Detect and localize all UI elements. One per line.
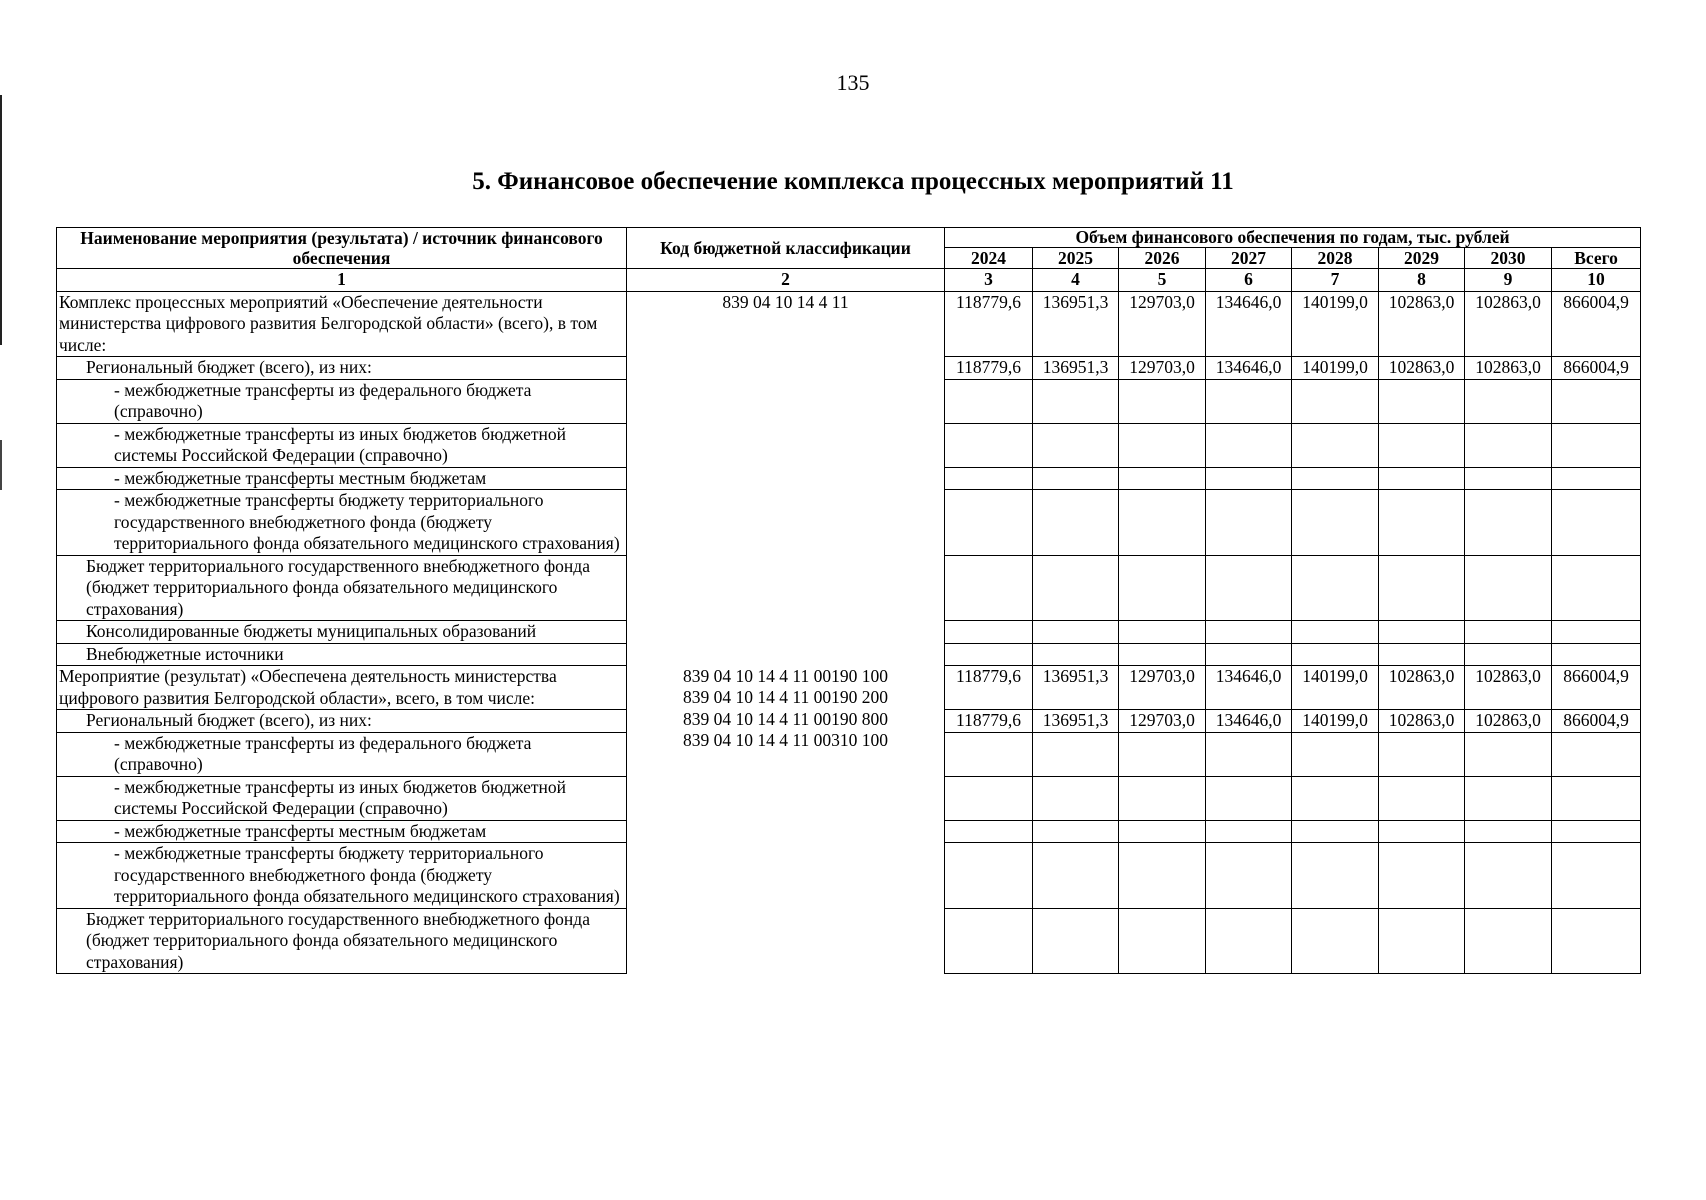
year-value (1033, 490, 1119, 556)
total-value (1552, 820, 1641, 843)
year-value: 118779,6 (945, 666, 1033, 710)
total-value (1552, 490, 1641, 556)
row-name: Комплекс процессных мероприятий «Обеспечение деятельности министерства цифрового развития Белгородской области» (всего), в том числе: (57, 291, 627, 357)
year-value (945, 423, 1033, 467)
total-value (1552, 643, 1641, 666)
year-value (1379, 379, 1465, 423)
year-value (1119, 643, 1206, 666)
column-number: 9 (1465, 269, 1552, 292)
year-value (1379, 776, 1465, 820)
page-number: 135 (836, 70, 870, 95)
year-value (945, 555, 1033, 621)
header-name: Наименование мероприятия (результата) / источник финансового обеспечения (57, 228, 627, 269)
year-value: 118779,6 (945, 291, 1033, 357)
year-value (1292, 555, 1379, 621)
total-value (1552, 843, 1641, 909)
header-volume: Объем финансового обеспечения по годам, тыс. рублей (945, 228, 1641, 248)
year-value (1465, 820, 1552, 843)
year-value: 102863,0 (1465, 666, 1552, 710)
year-value (1119, 776, 1206, 820)
total-value (1552, 467, 1641, 490)
financing-table (56, 227, 1641, 974)
row-name: Внебюджетные источники (57, 643, 627, 666)
scan-edge-mark (0, 440, 2, 490)
header-year: 2029 (1379, 248, 1465, 269)
year-value (1206, 732, 1292, 776)
year-value (1379, 490, 1465, 556)
column-number: 6 (1206, 269, 1292, 292)
total-value: 866004,9 (1552, 710, 1641, 733)
budget-code: 839 04 10 14 4 11 00190 100 (683, 665, 888, 686)
total-value (1552, 379, 1641, 423)
year-value: 102863,0 (1379, 710, 1465, 733)
year-value: 102863,0 (1379, 666, 1465, 710)
year-value (1206, 423, 1292, 467)
year-value (945, 776, 1033, 820)
year-value (1379, 643, 1465, 666)
header-year: 2027 (1206, 248, 1292, 269)
header-total: Всего (1552, 248, 1641, 269)
year-value: 129703,0 (1119, 710, 1206, 733)
year-value (1206, 621, 1292, 644)
year-value (1033, 467, 1119, 490)
year-value (945, 379, 1033, 423)
year-value (945, 490, 1033, 556)
year-value: 140199,0 (1292, 666, 1379, 710)
year-value (1033, 820, 1119, 843)
year-value (945, 643, 1033, 666)
row-name: Бюджет территориального государственного внебюджетного фонда (бюджет территориального фонда обязательного медицинского страхования) (57, 555, 627, 621)
header-year: 2025 (1033, 248, 1119, 269)
budget-code: 839 04 10 14 4 11 00310 100 (683, 730, 888, 750)
column-number: 4 (1033, 269, 1119, 292)
year-value (1119, 423, 1206, 467)
year-value (1465, 555, 1552, 621)
year-value (945, 732, 1033, 776)
column-number: 10 (1552, 269, 1641, 292)
year-value (1292, 423, 1379, 467)
header-year: 2028 (1292, 248, 1379, 269)
column-number: 2 (627, 269, 945, 292)
year-value (1206, 643, 1292, 666)
year-value (1465, 621, 1552, 644)
year-value: 136951,3 (1033, 666, 1119, 710)
year-value (1033, 621, 1119, 644)
column-number: 7 (1292, 269, 1379, 292)
total-value (1552, 732, 1641, 776)
year-value: 134646,0 (1206, 666, 1292, 710)
year-value: 134646,0 (1206, 357, 1292, 380)
scan-edge-mark (0, 95, 2, 345)
header-year: 2024 (945, 248, 1033, 269)
row-name: - межбюджетные трансферты бюджету территориального государственного внебюджетного фонда (бюджету территориального фонда обязательного медицинского страхования) (57, 490, 627, 556)
year-value: 140199,0 (1292, 357, 1379, 380)
year-value (1465, 490, 1552, 556)
year-value (1292, 776, 1379, 820)
year-value (945, 843, 1033, 909)
year-value (1033, 643, 1119, 666)
year-value (1379, 423, 1465, 467)
year-value (945, 908, 1033, 974)
budget-code: 839 04 10 14 4 11 00190 800 (683, 708, 888, 729)
year-value (1292, 467, 1379, 490)
row-name: - межбюджетные трансферты из иных бюджетов бюджетной системы Российской Федерации (справочно) (57, 423, 627, 467)
row-name: - межбюджетные трансферты бюджету территориального государственного внебюджетного фонда (бюджету территориального фонда обязательного медицинского страхования) (57, 843, 627, 909)
year-value (1119, 843, 1206, 909)
total-value (1552, 423, 1641, 467)
year-value: 102863,0 (1379, 291, 1465, 357)
year-value (1379, 843, 1465, 909)
year-value (1379, 621, 1465, 644)
year-value: 136951,3 (1033, 291, 1119, 357)
year-value (1465, 467, 1552, 490)
document-title: 5. Финансовое обеспечение комплекса процессных мероприятий 11 (472, 168, 1234, 195)
year-value (1033, 908, 1119, 974)
year-value: 140199,0 (1292, 291, 1379, 357)
year-value (1379, 467, 1465, 490)
year-value (1206, 490, 1292, 556)
year-value (1292, 643, 1379, 666)
year-value: 118779,6 (945, 710, 1033, 733)
year-value (1119, 908, 1206, 974)
budget-code: 839 04 10 14 4 11 00190 200 (683, 687, 888, 707)
year-value (1379, 732, 1465, 776)
year-value (1465, 732, 1552, 776)
row-name: Мероприятие (результат) «Обеспечена деятельность министерства цифрового развития Белгородской области», всего, в том числе: (57, 666, 627, 710)
row-name: Региональный бюджет (всего), из них: (57, 710, 627, 733)
year-value (1292, 843, 1379, 909)
budget-code: 839 04 10 14 4 11 (722, 291, 849, 312)
year-value (1033, 843, 1119, 909)
year-value (1465, 643, 1552, 666)
total-value (1552, 555, 1641, 621)
column-number: 1 (57, 269, 627, 292)
header-code: Код бюджетной классификации (627, 228, 945, 269)
year-value: 129703,0 (1119, 291, 1206, 357)
year-value: 129703,0 (1119, 357, 1206, 380)
table-body (57, 291, 1641, 974)
total-value: 866004,9 (1552, 666, 1641, 710)
year-value: 129703,0 (1119, 666, 1206, 710)
year-value (1033, 555, 1119, 621)
year-value (1119, 379, 1206, 423)
row-name: - межбюджетные трансферты из федерального бюджета (справочно) (57, 732, 627, 776)
year-value (1379, 908, 1465, 974)
header-year: 2030 (1465, 248, 1552, 269)
header-year: 2026 (1119, 248, 1206, 269)
year-value (1206, 776, 1292, 820)
year-value (1206, 467, 1292, 490)
year-value (1033, 732, 1119, 776)
column-number-row (57, 269, 1641, 292)
year-value (1465, 379, 1552, 423)
year-value: 118779,6 (945, 357, 1033, 380)
year-value: 134646,0 (1206, 710, 1292, 733)
total-value (1552, 908, 1641, 974)
year-value: 102863,0 (1465, 357, 1552, 380)
year-value: 134646,0 (1206, 291, 1292, 357)
row-name: Консолидированные бюджеты муниципальных образований (57, 621, 627, 644)
year-value: 102863,0 (1465, 710, 1552, 733)
column-number: 5 (1119, 269, 1206, 292)
year-value (1119, 555, 1206, 621)
year-value (945, 621, 1033, 644)
year-value: 102863,0 (1379, 357, 1465, 380)
year-value (1465, 423, 1552, 467)
column-number: 8 (1379, 269, 1465, 292)
year-value (1119, 820, 1206, 843)
row-name: - межбюджетные трансферты местным бюджетам (57, 467, 627, 490)
total-value (1552, 621, 1641, 644)
budget-code-cell (627, 666, 945, 974)
year-value (1119, 467, 1206, 490)
table-row (57, 291, 1641, 357)
year-value (1292, 490, 1379, 556)
year-value: 140199,0 (1292, 710, 1379, 733)
row-name: - межбюджетные трансферты из иных бюджетов бюджетной системы Российской Федерации (справочно) (57, 776, 627, 820)
year-value (1465, 843, 1552, 909)
year-value (1033, 776, 1119, 820)
year-value (1119, 490, 1206, 556)
year-value (1119, 732, 1206, 776)
table-row (57, 666, 1641, 710)
year-value (1292, 379, 1379, 423)
year-value (1206, 555, 1292, 621)
year-value (1292, 621, 1379, 644)
year-value (945, 820, 1033, 843)
year-value (1379, 820, 1465, 843)
year-value (1465, 776, 1552, 820)
year-value (1119, 621, 1206, 644)
year-value (1033, 423, 1119, 467)
year-value (1379, 555, 1465, 621)
budget-code-cell (627, 291, 945, 666)
row-name: - межбюджетные трансферты из федерального бюджета (справочно) (57, 379, 627, 423)
year-value (1206, 843, 1292, 909)
year-value (1206, 908, 1292, 974)
row-name: - межбюджетные трансферты местным бюджетам (57, 820, 627, 843)
year-value (1292, 820, 1379, 843)
year-value (1033, 379, 1119, 423)
total-value (1552, 776, 1641, 820)
year-value: 102863,0 (1465, 291, 1552, 357)
column-number: 3 (945, 269, 1033, 292)
year-value: 136951,3 (1033, 710, 1119, 733)
year-value (1292, 908, 1379, 974)
year-value (945, 467, 1033, 490)
row-name: Региональный бюджет (всего), из них: (57, 357, 627, 380)
year-value (1465, 908, 1552, 974)
row-name: Бюджет территориального государственного внебюджетного фонда (бюджет территориального фонда обязательного медицинского страхования) (57, 908, 627, 974)
total-value: 866004,9 (1552, 357, 1641, 380)
total-value: 866004,9 (1552, 291, 1641, 357)
year-value (1292, 732, 1379, 776)
year-value: 136951,3 (1033, 357, 1119, 380)
year-value (1206, 820, 1292, 843)
year-value (1206, 379, 1292, 423)
